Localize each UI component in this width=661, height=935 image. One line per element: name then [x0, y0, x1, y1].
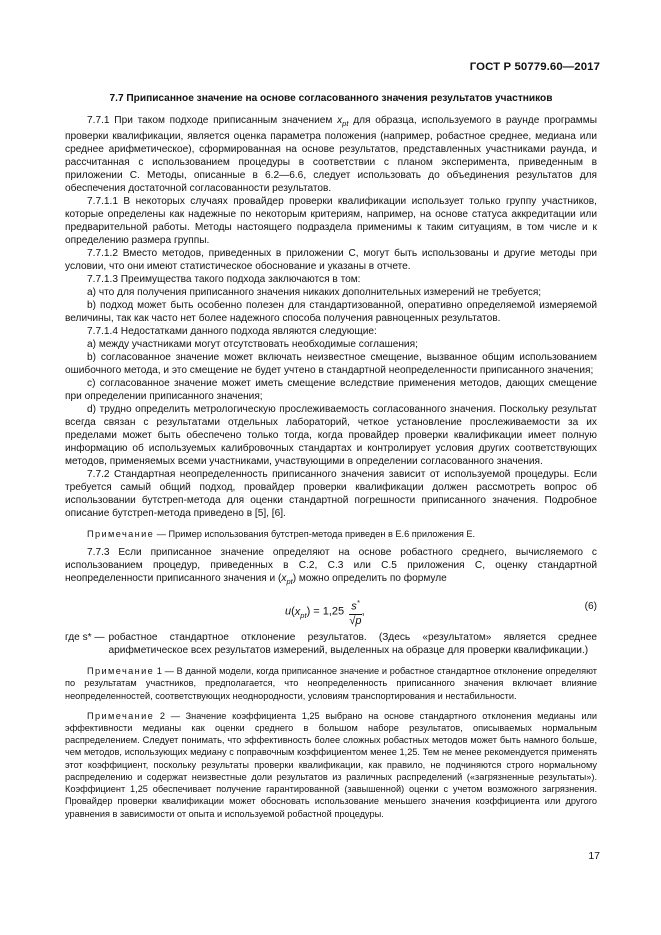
paragraph-7-7-1-2: 7.7.1.2 Вместо методов, приведенных в приложении С, могут быть использованы и другие методы при условии, что они имеют статистическое обоснование и указаны в отчете. [65, 248, 597, 273]
list-item-a: a) что для получения приписанного значения никаких дополнительных измерений не требуется; [87, 287, 542, 299]
standard-header: ГОСТ Р 50779.60—2017 [469, 61, 600, 73]
where-label: где s* — [65, 632, 105, 644]
symbol-x-pt: $x_{pt}$ [337, 115, 349, 129]
list-item-d: d) трудно определить метрологическую прослеживаемость согласованного значения. Поскольку результат всегда связан с результатами отдельных лабораторий, четкое установление прослеживаемости за их пределами может быть обеспечено только тогда, когда провайдер проверки квалификации имеет полную информацию об используемых калибровочных стандартах и контролирует условия других соответствующих методов, применяемых всеми участниками, участвующими в определении согласованного значения. [65, 404, 597, 468]
formula-expression: $u(x_{pt}) = 1,25$ $\frac{s^*}{√p}$ , [285, 598, 365, 627]
note-1: Примечание 1 — В данной модели, когда приписанное значение и робастное стандартное отклонение определяют по результатам участников, предполагается, что неопределенность приписанного значения включает влияние неопределенностей, соответствующих неоднородности, условиям транспортирования и нестабильности. [65, 666, 597, 701]
list-item-c: c) согласованное значение может иметь смещение вследствие применения методов, дающих смещение при определении приписанного значения; [65, 378, 597, 403]
paragraph-7-7-1-1: 7.7.1.1 В некоторых случаях провайдер проверки квалификации использует только группу участников, которые определены как надежные по некоторым критериям, например, на основе статуса аккредитации или предварительной работы. Методы настоящего подраздела применимы к таким ситуациям, в том числе и к определению размера группы. [65, 196, 597, 247]
formula-6 [65, 592, 597, 626]
symbol-x-pt: $x_{pt}$ [281, 573, 293, 587]
page-number: 17 [588, 850, 600, 862]
note-2: Примечание 2 — Значение коэффициента 1,25 выбрано на основе стандартного отклонения медианы или эффективности медианы как оценки среднего в большом наборе результатов, описываемых нормальным распределением. Следует понимать, что эффективность более сложных робастных методов может быть намного больше, чем методов, использующих медиану с поправочным коэффициентом менее 1,25. Тем не менее рекомендуется применять этот коэффициент, поскольку результаты проверки квалификации, как правило, не подчиняются строго нормальному распределению и содержат неизвестные доли результатов из различных распределений («загрязненные результаты»). Коэффициент 1,25 обеспечивает получение гарантированной (завышенной) оценки с учетом возможного загрязнения. Провайдер проверки квалификации может обосновать использование меньшего значения коэффициента или другого уравнения в зависимости от опыта и используемой робастной процедуры. [65, 710, 597, 819]
list-item-b: b) подход может быть особенно полезен для стандартизованной, оперативно определяемой измеряемой величины, так как часто нет более надежного способа получения равноценных результатов. [65, 300, 597, 325]
note-bootstrap: Примечание — Пример использования бутстреп-метода приведен в Е.6 приложения Е. [87, 529, 476, 540]
where-text: робастное стандартное отклонение результатов. (Здесь «результатом» является среднее арифметическое всех результатов измерений, выделенных на образце для проверки квалификации.) [108, 632, 597, 657]
section-title: 7.7 Приписанное значение на основе согласованного значения результатов участников [109, 93, 553, 104]
where-clause [65, 631, 597, 657]
paragraph-7-7-1-3: 7.7.1.3 Преимущества такого подхода заключаются в том: [87, 274, 361, 286]
formula-number: (6) [584, 601, 597, 613]
paragraph-7-7-2: 7.7.2 Стандартная неопределенность приписанного значения зависит от используемой процедуры. Если требуется самый общий подход, провайдер проверки квалификации должен рассмотреть вопрос об использовании бутстреп-метода для оценки стандартной погрешности приписанного значения. Подробное описание бутстреп-метода приведено в [5], [6]. [65, 469, 597, 520]
list-item-a: a) между участниками могут отсутствовать необходимые соглашения; [87, 339, 418, 351]
paragraph-7-7-3: 7.7.3 Если приписанное значение определяют на основе робастного среднего, вычисляемого с использованием процедур, приведенных в С.2, С.3 или С.5 приложения С, оценку стандартной неопределенности приписанного значения и $(x_{pt})$ можно определить по формуле [65, 547, 597, 587]
paragraph-7-7-1-4: 7.7.1.4 Недостатками данного подхода являются следующие: [87, 326, 377, 338]
paragraph-7-7-1: 7.7.1 При таком подходе приписанным значением $x_{pt}$ для образца, используемого в раунде программы проверки квалификации, является оценка параметра положения (например, робастное среднее, медиана или среднее арифметическое), сформированная на основе результатов, представленных участниками раунда, и рассчитанная с использованием процедуры в соответствии с планом эксперимента, приведенным в приложении С. Методы, описанные в 6.2—6.6, следует использовать до объединения результатов для обеспечения достаточной согласованности результатов. [65, 115, 598, 195]
document-body [65, 90, 597, 820]
formula-fraction: $\frac{s^*}{√p}$ [349, 598, 362, 627]
list-item-b: b) согласованное значение может включать неизвестное смещение, вызванное общим использованием ошибочного метода, и это смещение не будет учтено в стандартной неопределенности приписанного значения; [65, 352, 597, 377]
